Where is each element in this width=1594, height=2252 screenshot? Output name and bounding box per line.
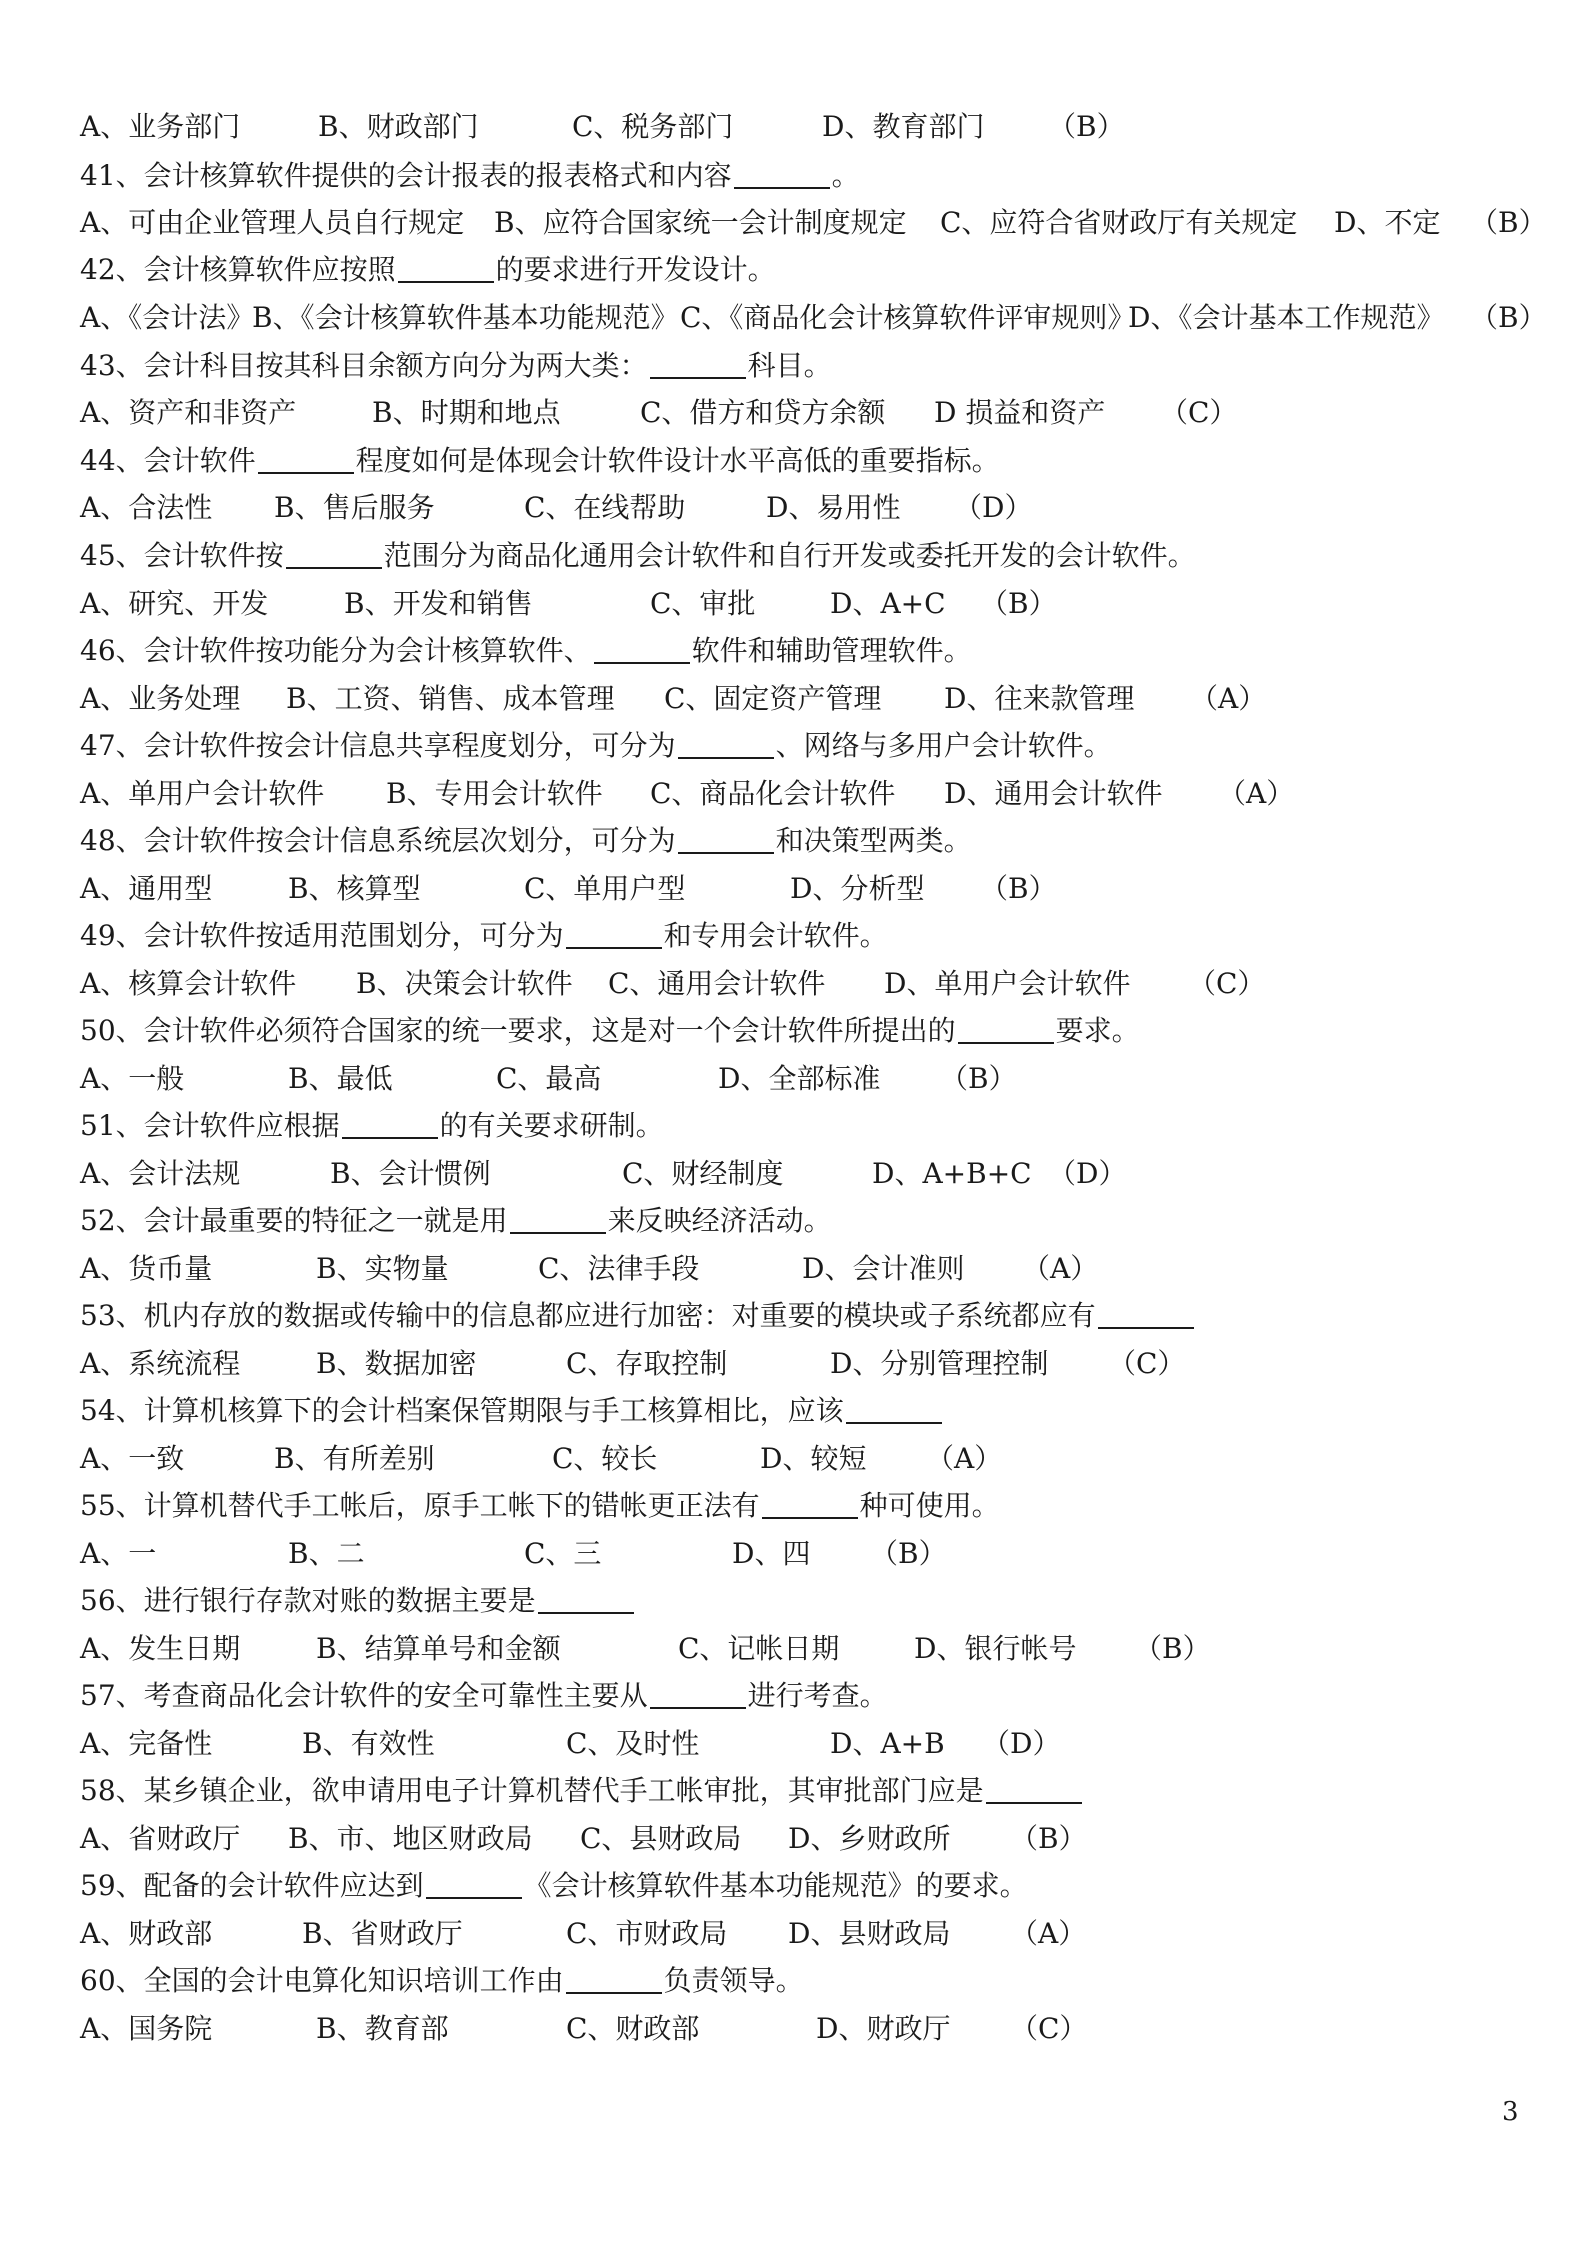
question-row xyxy=(0,1387,1594,1435)
option-b: B、有效性 xyxy=(302,1727,435,1760)
option-a: A、资产和非资产 xyxy=(80,396,297,429)
answer: （B） xyxy=(870,1537,947,1570)
option-row xyxy=(0,675,1594,723)
option-row xyxy=(0,484,1594,532)
answer-blank xyxy=(342,1109,438,1139)
option-a: A、研究、开发 xyxy=(80,587,269,620)
option-c: C、及时性 xyxy=(566,1727,700,1760)
option-c: C、记帐日期 xyxy=(678,1632,840,1665)
option-c: C、固定资产管理 xyxy=(664,682,882,715)
question-row xyxy=(0,246,1594,294)
answer: （A） xyxy=(926,1442,1003,1475)
answer: （A） xyxy=(1010,1917,1087,1950)
option-a: A、一般 xyxy=(80,1062,185,1095)
option-b: B、核算型 xyxy=(288,872,421,905)
option-b: B、最低 xyxy=(288,1062,393,1095)
option-a: A、业务处理 xyxy=(80,682,241,715)
option-d: D、教育部门 xyxy=(822,110,985,143)
option-d: D、县财政局 xyxy=(788,1917,951,1950)
answer-blank xyxy=(734,159,830,189)
option-a: A、可由企业管理人员自行规定 xyxy=(80,206,465,239)
option-a: A、国务院 xyxy=(80,2012,213,2045)
option-d: D、单用户会计软件 xyxy=(884,967,1131,1000)
option-row xyxy=(0,1910,1594,1958)
option-b: B、《会计核算软件基本功能规范》 xyxy=(252,301,679,334)
option-b: B、会计惯例 xyxy=(330,1157,491,1190)
option-d: D、《会计基本工作规范》 xyxy=(1128,301,1445,334)
answer: （B） xyxy=(940,1062,1017,1095)
question-41: 41、会计核算软件提供的会计报表的报表格式和内容 。 xyxy=(80,159,860,192)
option-c: C、审批 xyxy=(650,587,756,620)
option-c: C、借方和贷方余额 xyxy=(640,396,886,429)
option-c: C、存取控制 xyxy=(566,1347,728,1380)
option-row xyxy=(0,580,1594,628)
option-d: D、分别管理控制 xyxy=(830,1347,1049,1380)
option-row xyxy=(0,103,1594,151)
option-b: B、售后服务 xyxy=(274,491,435,524)
question-row xyxy=(0,532,1594,580)
option-c: C、《商品化会计核算软件评审规则》 xyxy=(680,301,1136,334)
answer: （B） xyxy=(1470,301,1547,334)
option-row xyxy=(0,1530,1594,1578)
option-d: D 损益和资产 xyxy=(934,396,1106,429)
option-row xyxy=(0,1340,1594,1388)
option-row xyxy=(0,1055,1594,1103)
option-row xyxy=(0,1150,1594,1198)
answer-blank xyxy=(538,1584,634,1614)
option-a: A、完备性 xyxy=(80,1727,213,1760)
question-row xyxy=(0,912,1594,960)
question-48: 48、会计软件按会计信息系统层次划分，可分为 和决策型两类。 xyxy=(80,824,972,857)
question-row xyxy=(0,1862,1594,1910)
answer-blank xyxy=(398,253,494,283)
option-c: C、县财政局 xyxy=(580,1822,742,1855)
question-52: 52、会计最重要的特征之一就是用 来反映经济活动。 xyxy=(80,1204,832,1237)
option-d: D、往来款管理 xyxy=(944,682,1135,715)
answer-blank xyxy=(258,444,354,474)
option-row xyxy=(0,1245,1594,1293)
answer-blank xyxy=(762,1489,858,1519)
option-b: B、数据加密 xyxy=(316,1347,477,1380)
answer-blank xyxy=(650,349,746,379)
question-58: 58、某乡镇企业，欲申请用电子计算机替代手工帐审批，其审批部门应是 xyxy=(80,1767,1084,1815)
option-row xyxy=(0,1435,1594,1483)
question-row xyxy=(0,1292,1594,1340)
answer: （B） xyxy=(1470,206,1547,239)
option-d: D、分析型 xyxy=(790,872,925,905)
option-a: A、单用户会计软件 xyxy=(80,777,325,810)
option-row xyxy=(0,2005,1594,2053)
option-b: B、结算单号和金额 xyxy=(316,1632,561,1665)
option-b: B、二 xyxy=(288,1537,365,1570)
answer-blank xyxy=(678,824,774,854)
answer-blank xyxy=(566,1964,662,1994)
option-c: C、税务部门 xyxy=(572,110,734,143)
option-b: B、应符合国家统一会计制度规定 xyxy=(494,206,907,239)
question-55: 55、计算机替代手工帐后，原手工帐下的错帐更正法有 种可使用。 xyxy=(80,1489,1000,1522)
option-d: D、全部标准 xyxy=(718,1062,881,1095)
question-44: 44、会计软件 程度如何是体现会计软件设计水平高低的重要指标。 xyxy=(80,444,1000,477)
question-60: 60、全国的会计电算化知识培训工作由 负责领导。 xyxy=(80,1964,804,1997)
option-a: A、省财政厅 xyxy=(80,1822,241,1855)
question-row xyxy=(0,1957,1594,2005)
option-row xyxy=(0,960,1594,1008)
question-row xyxy=(0,1482,1594,1530)
option-b: B、专用会计软件 xyxy=(386,777,603,810)
question-57: 57、考查商品化会计软件的安全可靠性主要从 进行考查。 xyxy=(80,1679,888,1712)
option-row xyxy=(0,294,1594,342)
question-row xyxy=(0,152,1594,200)
answer: （B） xyxy=(1010,1822,1087,1855)
option-d: D、A+B+C xyxy=(872,1157,1032,1190)
option-d: D、不定 xyxy=(1334,206,1441,239)
question-row xyxy=(0,722,1594,770)
option-b: B、有所差别 xyxy=(274,1442,435,1475)
question-47: 47、会计软件按会计信息共享程度划分，可分为 、网络与多用户会计软件。 xyxy=(80,729,1112,762)
question-row xyxy=(0,1102,1594,1150)
answer: （C） xyxy=(1188,967,1266,1000)
option-row xyxy=(0,199,1594,247)
option-row xyxy=(0,770,1594,818)
question-row xyxy=(0,1672,1594,1720)
answer-blank xyxy=(1098,1299,1194,1329)
option-c: C、法律手段 xyxy=(538,1252,700,1285)
option-b: B、时期和地点 xyxy=(372,396,561,429)
question-59: 59、配备的会计软件应达到 《会计核算软件基本功能规范》的要求。 xyxy=(80,1869,1028,1902)
answer: （B） xyxy=(1048,110,1125,143)
answer: （D） xyxy=(1048,1157,1127,1190)
option-d: D、四 xyxy=(732,1537,811,1570)
answer: （B） xyxy=(980,587,1057,620)
option-a: A、通用型 xyxy=(80,872,213,905)
option-c: C、单用户型 xyxy=(524,872,686,905)
option-b: B、开发和销售 xyxy=(344,587,533,620)
answer-blank xyxy=(286,539,382,569)
answer: （C） xyxy=(1160,396,1238,429)
question-43: 43、会计科目按其科目余额方向分为两大类： 科目。 xyxy=(80,349,832,382)
answer-blank xyxy=(846,1394,942,1424)
option-a: A、财政部 xyxy=(80,1917,213,1950)
option-d: D、A+B xyxy=(830,1727,945,1760)
option-d: D、A+C xyxy=(830,587,946,620)
option-row xyxy=(0,1625,1594,1673)
question-row xyxy=(0,342,1594,390)
option-b: B、财政部门 xyxy=(318,110,479,143)
question-42: 42、会计核算软件应按照 的要求进行开发设计。 xyxy=(80,253,776,286)
option-d: D、会计准则 xyxy=(802,1252,965,1285)
option-d: D、通用会计软件 xyxy=(944,777,1163,810)
answer-blank xyxy=(650,1679,746,1709)
answer: （C） xyxy=(1108,1347,1186,1380)
answer-blank xyxy=(678,729,774,759)
question-row xyxy=(0,437,1594,485)
option-row xyxy=(0,1720,1594,1768)
question-56: 56、进行银行存款对账的数据主要是 xyxy=(80,1577,636,1625)
option-row xyxy=(0,865,1594,913)
answer: （B） xyxy=(1134,1632,1211,1665)
option-c: C、通用会计软件 xyxy=(608,967,826,1000)
option-a: A、会计法规 xyxy=(80,1157,241,1190)
answer-blank xyxy=(426,1869,522,1899)
option-a: A、货币量 xyxy=(80,1252,213,1285)
option-a: A、业务部门 xyxy=(80,110,241,143)
answer-blank xyxy=(594,634,690,664)
option-a: A、发生日期 xyxy=(80,1632,241,1665)
option-b: B、工资、销售、成本管理 xyxy=(286,682,615,715)
option-c: C、商品化会计软件 xyxy=(650,777,896,810)
answer-blank xyxy=(986,1774,1082,1804)
option-a: A、系统流程 xyxy=(80,1347,241,1380)
answer: （D） xyxy=(982,1727,1061,1760)
answer: （B） xyxy=(980,872,1057,905)
option-d: D、财政厅 xyxy=(816,2012,951,2045)
option-c: C、在线帮助 xyxy=(524,491,686,524)
answer-blank xyxy=(566,919,662,949)
option-b: B、市、地区财政局 xyxy=(288,1822,533,1855)
option-c: C、应符合省财政厅有关规定 xyxy=(940,206,1298,239)
option-a: A、合法性 xyxy=(80,491,213,524)
question-51: 51、会计软件应根据 的有关要求研制。 xyxy=(80,1109,664,1142)
option-row xyxy=(0,1815,1594,1863)
question-49: 49、会计软件按适用范围划分，可分为 和专用会计软件。 xyxy=(80,919,888,952)
answer-blank xyxy=(510,1204,606,1234)
question-row xyxy=(0,817,1594,865)
option-d: D、银行帐号 xyxy=(914,1632,1077,1665)
option-c: C、较长 xyxy=(552,1442,658,1475)
question-46: 46、会计软件按功能分为会计核算软件、 软件和辅助管理软件。 xyxy=(80,634,972,667)
answer-blank xyxy=(958,1014,1054,1044)
answer: （A） xyxy=(1190,682,1267,715)
option-d: D、乡财政所 xyxy=(788,1822,951,1855)
question-50: 50、会计软件必须符合国家的统一要求，这是对一个会计软件所提出的 要求。 xyxy=(80,1014,1140,1047)
option-c: C、市财政局 xyxy=(566,1917,728,1950)
question-row xyxy=(0,1007,1594,1055)
option-b: B、实物量 xyxy=(316,1252,449,1285)
option-c: C、财政部 xyxy=(566,2012,700,2045)
page-number: 3 xyxy=(1502,2097,1519,2127)
option-d: D、较短 xyxy=(760,1442,867,1475)
option-a: A、一 xyxy=(80,1537,157,1570)
answer: （D） xyxy=(954,491,1033,524)
option-b: B、省财政厅 xyxy=(302,1917,463,1950)
option-c: C、最高 xyxy=(496,1062,602,1095)
question-54: 54、计算机核算下的会计档案保管期限与手工核算相比，应该 xyxy=(80,1387,944,1435)
option-a: A、核算会计软件 xyxy=(80,967,297,1000)
option-c: C、三 xyxy=(524,1537,602,1570)
answer: （A） xyxy=(1218,777,1295,810)
option-b: B、决策会计软件 xyxy=(356,967,573,1000)
option-b: B、教育部 xyxy=(316,2012,449,2045)
option-row xyxy=(0,389,1594,437)
answer: （A） xyxy=(1022,1252,1099,1285)
option-d: D、易用性 xyxy=(766,491,901,524)
question-row xyxy=(0,1577,1594,1625)
question-53: 53、机内存放的数据或传输中的信息都应进行加密：对重要的模块或子系统都应有 xyxy=(80,1292,1196,1340)
question-row xyxy=(0,627,1594,675)
option-a: A、《会计法》 xyxy=(80,301,255,334)
question-row xyxy=(0,1767,1594,1815)
answer: （C） xyxy=(1010,2012,1088,2045)
option-c: C、财经制度 xyxy=(622,1157,784,1190)
option-a: A、一致 xyxy=(80,1442,185,1475)
question-45: 45、会计软件按 范围分为商品化通用会计软件和自行开发或委托开发的会计软件。 xyxy=(80,539,1196,572)
question-row xyxy=(0,1197,1594,1245)
